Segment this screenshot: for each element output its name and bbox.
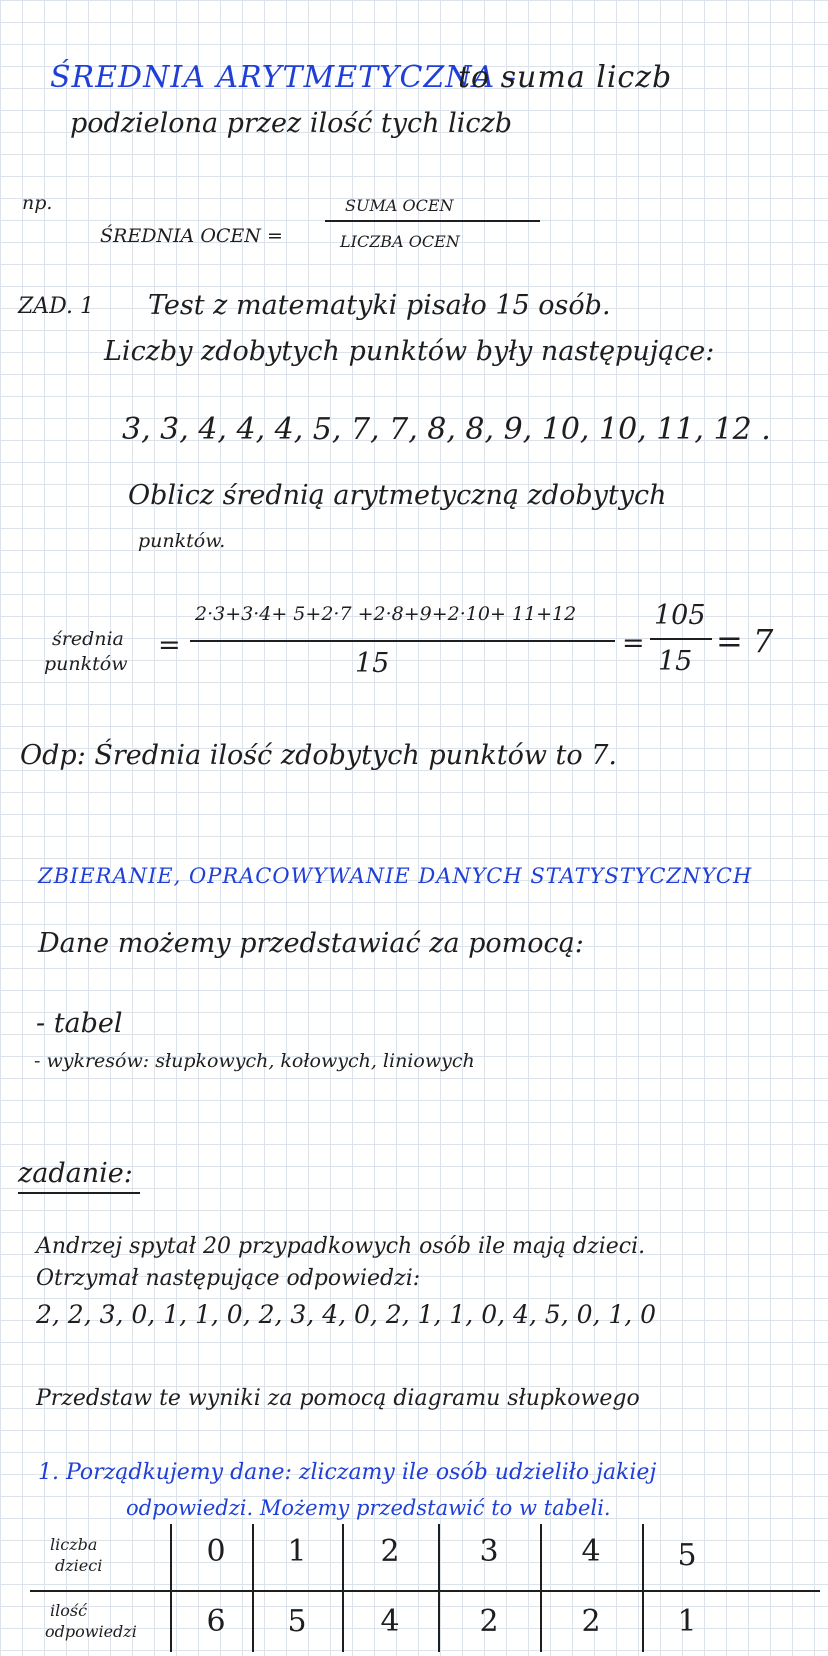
table-row2-label-line2: odpowiedzi bbox=[45, 1622, 137, 1641]
mean-equals: = bbox=[158, 630, 181, 661]
table-header-cell: 4 bbox=[581, 1534, 601, 1569]
mean-result-fraction-line bbox=[650, 638, 712, 640]
task1-instruction-line1: Oblicz średnią arytmetyczną zdobytych bbox=[128, 480, 667, 511]
task2-label: zadanie: bbox=[18, 1158, 133, 1189]
table-divider-1 bbox=[252, 1524, 254, 1652]
table-horizontal-rule bbox=[30, 1590, 820, 1592]
table-header-cell: 0 bbox=[206, 1534, 226, 1569]
table-divider-2 bbox=[342, 1524, 344, 1652]
table-count-cell: 2 bbox=[479, 1604, 499, 1639]
definition-term: ŚREDNIA ARYTMETYCZNA - bbox=[50, 60, 517, 95]
section2-heading: ZBIERANIE, OPRACOWYWANIE DANYCH STATYSTYCZNYCH bbox=[38, 864, 753, 888]
example-lhs: ŚREDNIA OCEN = bbox=[100, 225, 283, 247]
task1-instruction-line2: punktów. bbox=[138, 530, 226, 552]
table-header-cell: 2 bbox=[380, 1534, 400, 1569]
table-header-cell: 1 bbox=[287, 1534, 307, 1569]
task2-instruction: Przedstaw te wyniki za pomocą diagramu słupkowego bbox=[36, 1386, 640, 1411]
definition-line2: podzielona przez ilość tych liczb bbox=[70, 108, 513, 139]
task1-answer: Odp: Średnia ilość zdobytych punktów to 7. bbox=[20, 740, 618, 771]
mean-result: = 7 bbox=[716, 622, 774, 660]
table-header-cell: 5 bbox=[677, 1538, 697, 1573]
mean-denominator: 15 bbox=[355, 648, 390, 679]
task2-line2: Otrzymał następujące odpowiedzi: bbox=[36, 1266, 421, 1291]
table-count-cell: 5 bbox=[287, 1604, 307, 1639]
table-count-cell: 4 bbox=[380, 1604, 400, 1639]
mean-numerator: 2·3+3·4+ 5+2·7 +2·8+9+2·10+ 11+12 bbox=[195, 603, 577, 625]
task1-line2: Liczby zdobytych punktów były następujące: bbox=[104, 336, 715, 367]
table-divider-5 bbox=[642, 1524, 644, 1652]
table-header-cell: 3 bbox=[479, 1534, 499, 1569]
task2-step1-line2: odpowiedzi. Możemy przedstawić to w tabeli. bbox=[126, 1496, 611, 1520]
table-count-cell: 2 bbox=[581, 1604, 601, 1639]
mean-fraction-line bbox=[190, 640, 615, 642]
table-row1-label-line1: liczba bbox=[50, 1535, 98, 1554]
table-divider-0 bbox=[170, 1524, 172, 1652]
task2-label-underline bbox=[18, 1192, 140, 1194]
table-count-cell: 1 bbox=[677, 1604, 697, 1639]
table-row1-label-line2: dzieci bbox=[55, 1556, 103, 1575]
example-label: np. bbox=[22, 192, 53, 214]
example-denominator: LICZBA OCEN bbox=[340, 232, 460, 251]
table-count-cell: 6 bbox=[206, 1604, 226, 1639]
mean-equals-2: = bbox=[622, 628, 645, 659]
mean-fraction-denominator: 15 bbox=[658, 646, 693, 677]
task1-data: 3, 3, 4, 4, 4, 5, 7, 7, 8, 8, 9, 10, 10, 11, 12 . bbox=[122, 412, 771, 447]
section2-item-tables: - tabel bbox=[36, 1008, 123, 1039]
task2-line1: Andrzej spytał 20 przypadkowych osób ile mają dzieci. bbox=[36, 1234, 646, 1259]
section2-intro: Dane możemy przedstawiać za pomocą: bbox=[38, 928, 584, 959]
task1-label: ZAD. 1 bbox=[18, 294, 95, 319]
task2-data: 2, 2, 3, 0, 1, 1, 0, 2, 3, 4, 0, 2, 1, 1, 0, 4, 5, 0, 1, 0 bbox=[36, 1300, 657, 1329]
table-row2-label-line1: ilość bbox=[50, 1601, 88, 1620]
example-fraction-line bbox=[325, 220, 540, 222]
example-numerator: SUMA OCEN bbox=[345, 196, 454, 215]
table-divider-3 bbox=[438, 1524, 440, 1652]
section2-item-charts: - wykresów: słupkowych, kołowych, liniowych bbox=[34, 1050, 475, 1072]
mean-lhs-line2: punktów bbox=[44, 653, 128, 675]
definition-line1-rest: to suma liczb bbox=[458, 60, 673, 95]
mean-lhs-line1: średnia bbox=[52, 628, 124, 650]
task1-line1: Test z matematyki pisało 15 osób. bbox=[148, 290, 611, 321]
mean-fraction-numerator: 105 bbox=[654, 600, 706, 631]
table-divider-4 bbox=[540, 1524, 542, 1652]
task2-step1-line1: 1. Porządkujemy dane: zliczamy ile osób udzieliło jakiej bbox=[38, 1460, 657, 1485]
